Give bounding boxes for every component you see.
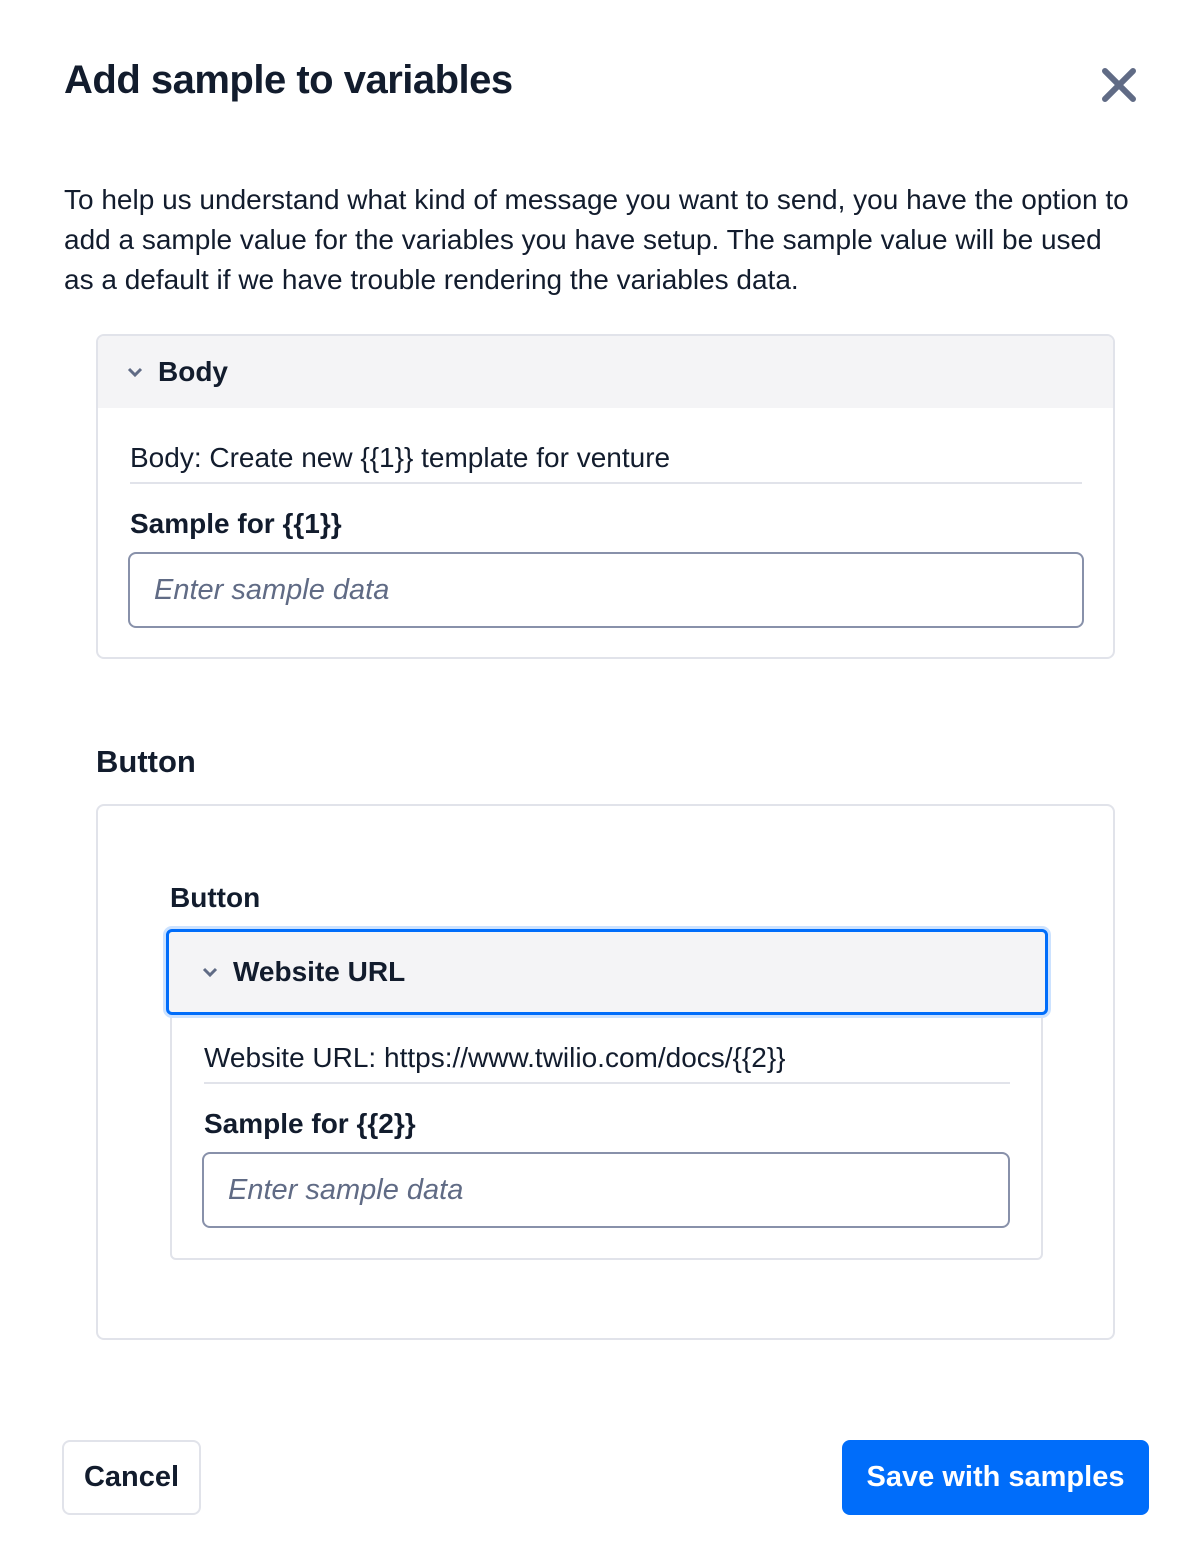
button-inner-label: Button <box>170 882 261 913</box>
button-section-heading: Button <box>96 744 196 779</box>
website-url-variable-text: Website URL: https://www.twilio.com/docs/{{2}} <box>204 1042 1010 1084</box>
save-with-samples-button[interactable]: Save with samples <box>842 1440 1149 1515</box>
chevron-down-icon <box>126 363 144 381</box>
website-url-accordion-header[interactable] <box>166 929 1048 1015</box>
cancel-button[interactable]: Cancel <box>62 1440 201 1515</box>
website-url-accordion-label: Website URL <box>233 956 406 987</box>
body-accordion-label: Body <box>158 356 228 387</box>
dialog-title: Add sample to variables <box>64 58 513 102</box>
body-card <box>96 334 1115 659</box>
button-card <box>96 804 1115 1340</box>
close-icon <box>1098 64 1140 106</box>
website-url-sample-label: Sample for {{2}} <box>204 1108 416 1139</box>
body-sample-label: Sample for {{1}} <box>130 508 342 539</box>
body-sample-input[interactable] <box>128 552 1084 628</box>
body-accordion-header[interactable] <box>98 336 1113 408</box>
chevron-down-icon <box>201 963 219 981</box>
dialog-description: To help us understand what kind of message you want to send, you have the option to add a sample value for the variables you have setup. The sample value will be used as a default if we have trouble rendering the variables data. <box>64 184 1129 295</box>
body-variable-text: Body: Create new {{1}} template for venture <box>130 442 1082 484</box>
close-button[interactable] <box>1098 64 1140 106</box>
website-url-sample-input[interactable] <box>202 1152 1010 1228</box>
